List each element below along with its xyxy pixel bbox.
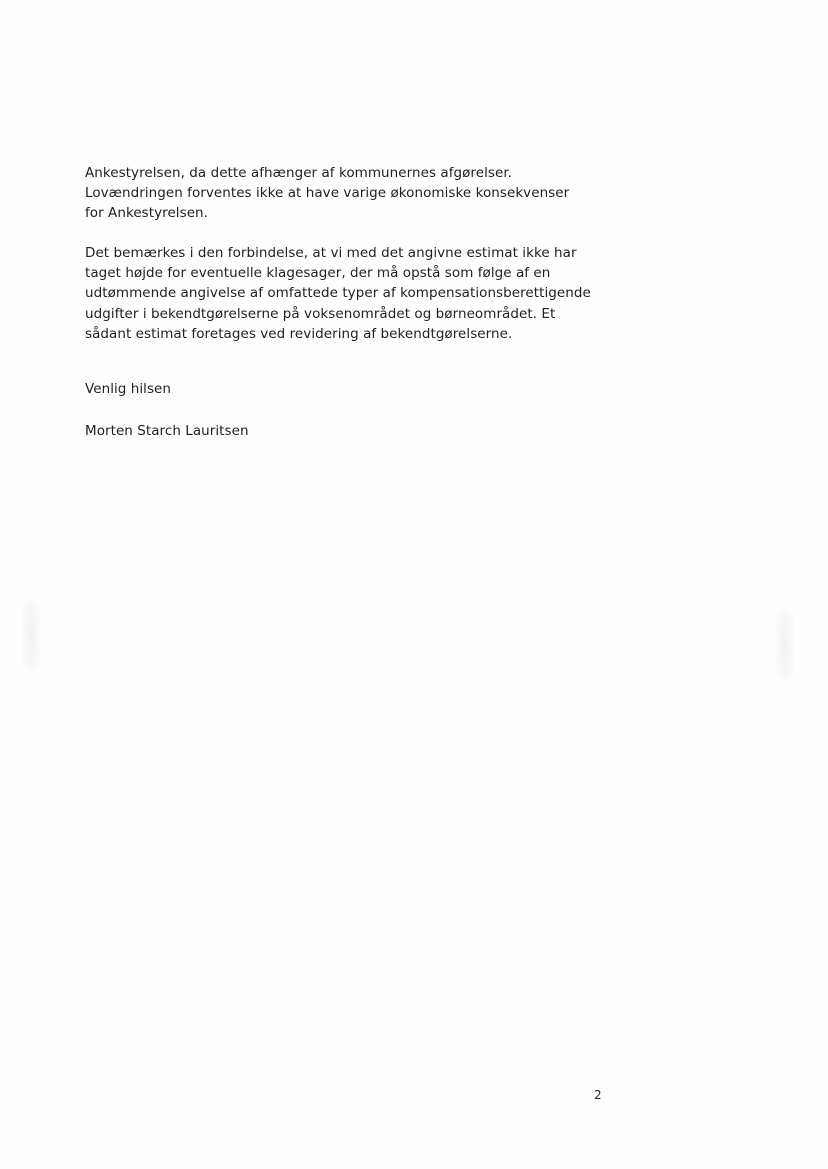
text-line: Lovændringen forventes ikke at have varige økonomiske konsekvenser: [85, 185, 570, 202]
paragraph-consequences: [85, 163, 685, 223]
signature-name: Morten Starch Lauritsen: [85, 422, 249, 439]
text-line: sådant estimat foretages ved revidering af bekendtgørelserne.: [85, 325, 513, 342]
page-number: 2: [594, 1088, 602, 1102]
text-line: Ankestyrelsen, da dette afhænger af kommunernes afgørelser.: [85, 165, 513, 181]
text-line: udtømmende angivelse af omfattede typer af kompensationsberettigende: [85, 285, 591, 302]
text-line: udgifter i bekendtgørelserne på voksenområdet og børneområdet. Et: [85, 305, 556, 322]
text-line: Det bemærkes i den forbindelse, at vi med det angivne estimat ikke har: [85, 245, 577, 262]
text-line: for Ankestyrelsen.: [85, 205, 208, 222]
scan-shadow-left: [22, 600, 40, 670]
scan-shadow-right: [776, 610, 794, 680]
paragraph-estimate-note: [85, 243, 685, 343]
closing-salutation: Venlig hilsen: [85, 380, 172, 397]
text-line: taget højde for eventuelle klagesager, der må opstå som følge af en: [85, 265, 551, 282]
letter-body: [85, 163, 685, 441]
